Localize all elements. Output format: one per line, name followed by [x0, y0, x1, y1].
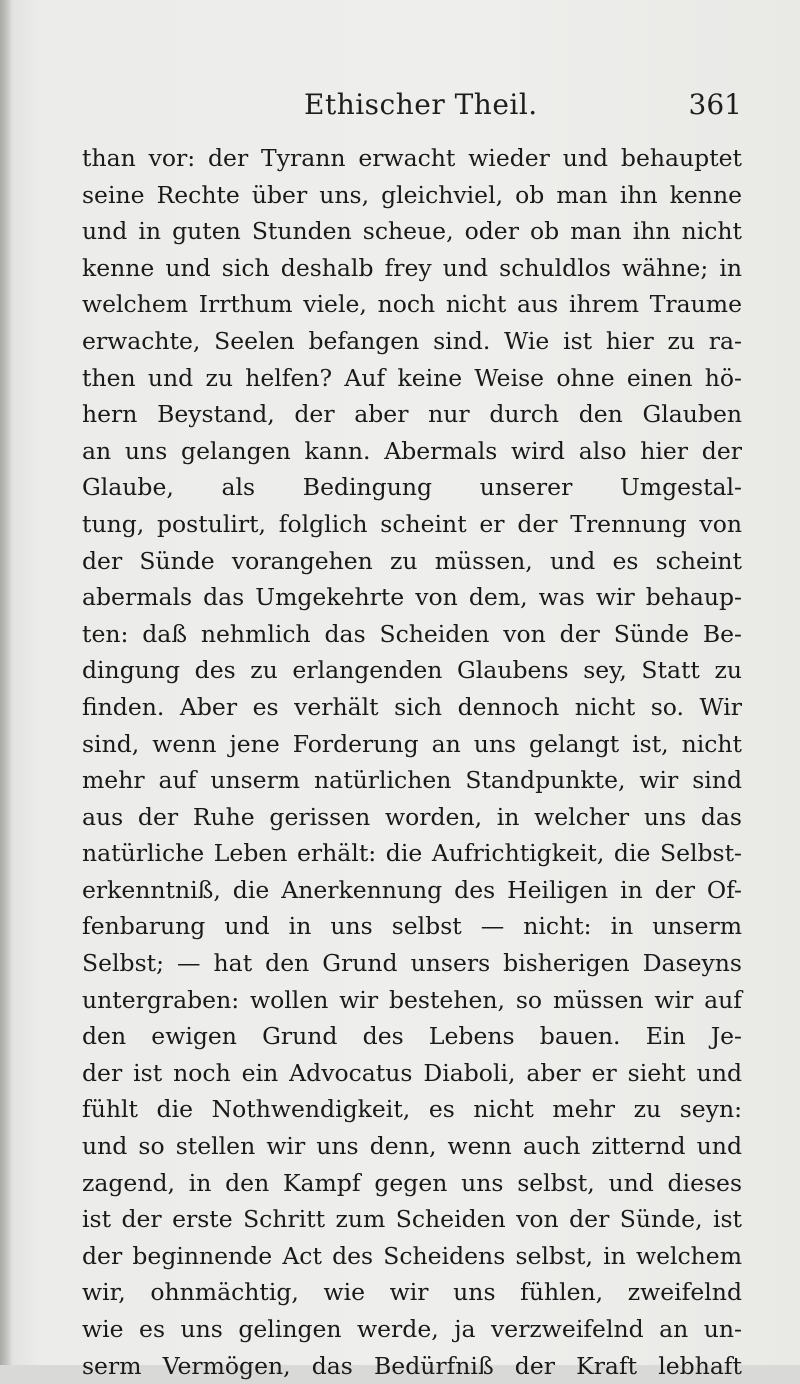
- text-line: und so stellen wir uns denn, wenn auch zitternd und: [82, 1132, 742, 1161]
- text-line: mehr auf unserm natürlichen Standpunkte, wir sind: [82, 766, 742, 795]
- text-line: finden. Aber es verhält sich dennoch nicht so. Wir: [82, 692, 742, 721]
- text-line: der Sünde vorangehen zu müssen, und es scheint: [82, 546, 742, 575]
- body-text: [82, 140, 742, 1384]
- text-line: fühlt die Nothwendigkeit, es nicht mehr zu seyn:: [82, 1095, 742, 1124]
- text-line: tung, postulirt, folglich scheint er der Trennung von: [82, 509, 742, 538]
- text-line: then und zu helfen? Auf keine Weise ohne einen hö-: [82, 363, 742, 392]
- text-line: Glaube, als Bedingung unserer Umgestal-: [82, 473, 742, 502]
- text-line: Selbst; — hat den Grund unsers bisherigen Daseyns: [82, 949, 742, 978]
- text-line: und in guten Stunden scheue, oder ob man ihn nicht: [82, 217, 742, 246]
- text-line: an uns gelangen kann. Abermals wird also hier der: [82, 436, 742, 465]
- gutter-shadow: [0, 0, 12, 1365]
- text-line: serm Vermögen, das Bedürfniß der Kraft lebhaft: [82, 1351, 742, 1380]
- text-line: wir, ohnmächtig, wie wir uns fühlen, zweifelnd: [82, 1278, 742, 1307]
- text-line: erkenntniß, die Anerkennung des Heiligen in der Of-: [82, 875, 742, 904]
- text-line: hern Beystand, der aber nur durch den Glauben: [82, 400, 742, 429]
- text-line: erwachte, Seelen befangen sind. Wie ist hier zu ra-: [82, 326, 742, 355]
- text-line: aus der Ruhe gerissen worden, in welcher uns das: [82, 802, 742, 831]
- text-line: seine Rechte über uns, gleichviel, ob man ihn kenne: [82, 180, 742, 209]
- text-line: ist der erste Schritt zum Scheiden von der Sünde, ist: [82, 1205, 742, 1234]
- text-line: ten: daß nehmlich das Scheiden von der Sünde Be-: [82, 619, 742, 648]
- text-line: untergraben: wollen wir bestehen, so müssen wir auf: [82, 985, 742, 1014]
- text-line: kenne und sich deshalb frey und schuldlos wähne; in: [82, 253, 742, 282]
- text-line: wie es uns gelingen werde, ja verzweifelnd an un-: [82, 1315, 742, 1343]
- text-line: der ist noch ein Advocatus Diaboli, aber er sieht und: [82, 1058, 742, 1087]
- page-header: [82, 88, 742, 138]
- text-line: den ewigen Grund des Lebens bauen. Ein Je-: [82, 1022, 742, 1051]
- text-line: abermals das Umgekehrte von dem, was wir behaup-: [82, 583, 742, 612]
- text-line: than vor: der Tyrann erwacht wieder und behauptet: [82, 144, 742, 172]
- running-title: Ethischer Theil.: [304, 88, 538, 121]
- page-number: 361: [688, 88, 742, 121]
- text-line: dingung des zu erlangenden Glaubens sey, Statt zu: [82, 656, 742, 685]
- text-line: natürliche Leben erhält: die Aufrichtigkeit, die Selbst-: [82, 839, 742, 868]
- text-line: welchem Irrthum viele, noch nicht aus ihrem Traume: [82, 290, 742, 319]
- text-line: der beginnende Act des Scheidens selbst, in welchem: [82, 1241, 742, 1270]
- text-line: sind, wenn jene Forderung an uns gelangt ist, nicht: [82, 729, 742, 758]
- text-line: zagend, in den Kampf gegen uns selbst, und dieses: [82, 1168, 742, 1197]
- text-line: fenbarung und in uns selbst — nicht: in unserm: [82, 912, 742, 941]
